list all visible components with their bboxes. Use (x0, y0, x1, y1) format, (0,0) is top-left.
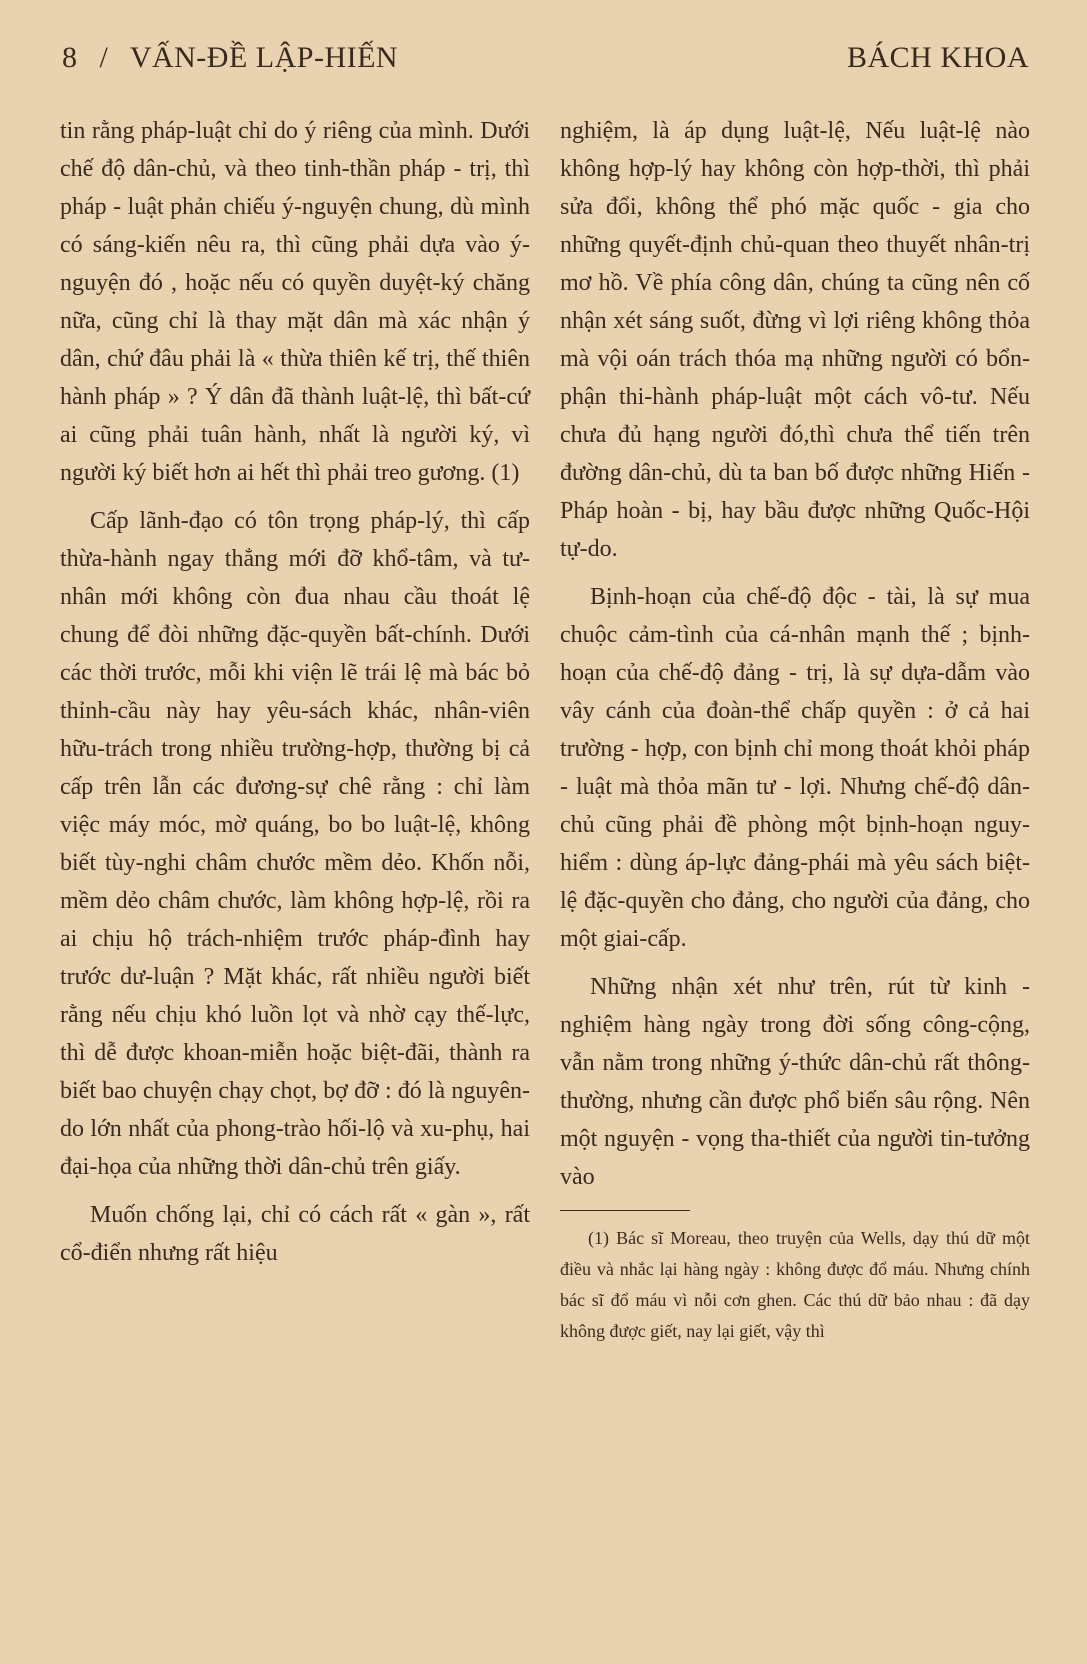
page-number: 8 (62, 41, 78, 74)
footnote-divider (560, 1210, 690, 1211)
right-column (560, 112, 1030, 1347)
paragraph: Cấp lãnh-đạo có tôn trọng pháp-lý, thì cấp thừa-hành ngay thẳng mới đỡ khổ-tâm, và tư-nhân mới không còn đua nhau cầu thoát lệ chung để đòi những đặc-quyền bất-chính. Dưới các thời trước, mỗi khi viện lẽ trái lệ mà bác bỏ thỉnh-cầu này hay yêu-sách khác, nhân-viên hữu-trách trong nhiều trường-hợp, thường bị cả cấp trên lẫn các đương-sự chê rằng : chỉ làm việc máy móc, mờ quáng, bo bo luật-lệ, không biết tùy-nghi châm chước mềm dẻo. Khốn nỗi, mềm dẻo châm chước, làm không hợp-lệ, rồi ra ai chịu hộ trách-nhiệm trước pháp-đình hay trước dư-luận ? Mặt khác, rất nhiều người biết rằng nếu chịu khó luồn lọt và nhờ cạy thế-lực, thì dễ được khoan-miễn hoặc biệt-đãi, thành ra biết bao chuyện chạy chọt, bợ đỡ : đó là nguyên-do lớn nhất của phong-trào hối-lộ và xu-phụ, hai đại-họa của những thời dân-chủ trên giấy. (60, 508, 530, 1180)
paragraph: Bịnh-hoạn của chế-độ độc - tài, là sự mua chuộc cảm-tình của cá-nhân mạnh thế ; bịnh-hoạn của chế-độ đảng - trị, là sự dựa-dẫm vào vây cánh của đoàn-thể chấp quyền : ở cả hai trường - hợp, con bịnh chỉ mong thoát khỏi pháp - luật mà thỏa mãn tư - lợi. Nhưng chế-độ dân-chủ cũng phải đề phòng một bịnh-hoạn nguy-hiểm : dùng áp-lực đảng-phái mà yêu sách biệt-lệ đặc-quyền cho đảng, cho người của đảng, cho một giai-cấp. (560, 584, 1030, 952)
section-title: VẤN-ĐỀ LẬP-HIẾN (129, 41, 399, 74)
paragraph: nghiệm, là áp dụng luật-lệ, Nếu luật-lệ nào không hợp-lý hay không còn hợp-thời, thì phải sửa đổi, không thể phó mặc quốc - gia cho những quyết-định chủ-quan theo thuyết nhân-trị mơ hồ. Về phía công dân, chúng ta cũng nên cố nhận xét sáng suốt, đừng vì lợi riêng không thỏa mà vội oán trách thóa mạ những người có bổn-phận thi-hành pháp-luật một cách vô-tư. Nếu chưa đủ hạng người đó,thì chưa thể tiến trên đường dân-chủ, dù ta ban bố được những Hiến - Pháp hoàn - bị, hay bầu được những Quốc-Hội tự-do. (560, 118, 1030, 562)
header-separator: / (99, 41, 109, 74)
paragraph: tin rằng pháp-luật chỉ do ý riêng của mình. Dưới chế độ dân-chủ, và theo tinh-thần pháp - trị, thì pháp - luật phản chiếu ý-nguyện chung, dù mình có sáng-kiến nêu ra, thì cũng phải dựa vào ý-nguyện đó , hoặc nếu có quyền duyệt-ký chăng nữa, cũng chỉ là thay mặt dân mà xác nhận ý dân, chứ đâu phải là « thừa thiên kế trị, thế thiên hành pháp » ? Ý dân đã thành luật-lệ, thì bất-cứ ai cũng phải tuân hành, nhất là người ký, vì người ký biết hơn ai hết thì phải treo gương. (1) (60, 118, 530, 486)
page-header (62, 36, 1029, 80)
paragraph: Muốn chống lại, chỉ có cách rất « gàn », rất cổ-điển nhưng rất hiệu (60, 1202, 530, 1266)
journal-name: BÁCH KHOA (846, 41, 1029, 74)
left-column (60, 112, 530, 1272)
header-left (62, 41, 412, 75)
footnote: (1) Bác sĩ Moreau, theo truyện của Wells, dạy thú dữ một điều và nhắc lại hàng ngày : không được đổ máu. Nhưng chính bác sĩ đổ máu vì nỗi cơn ghen. Các thú dữ bảo nhau : đã dạy không được giết, nay lại giết, vậy thì (560, 1228, 1030, 1341)
paragraph: Những nhận xét như trên, rút từ kinh - nghiệm hàng ngày trong đời sống công-cộng, vẫn nằm trong những ý-thức dân-chủ rất thông-thường, nhưng cần được phổ biến sâu rộng. Nên một nguyện - vọng tha-thiết của người tin-tưởng vào (560, 974, 1030, 1190)
